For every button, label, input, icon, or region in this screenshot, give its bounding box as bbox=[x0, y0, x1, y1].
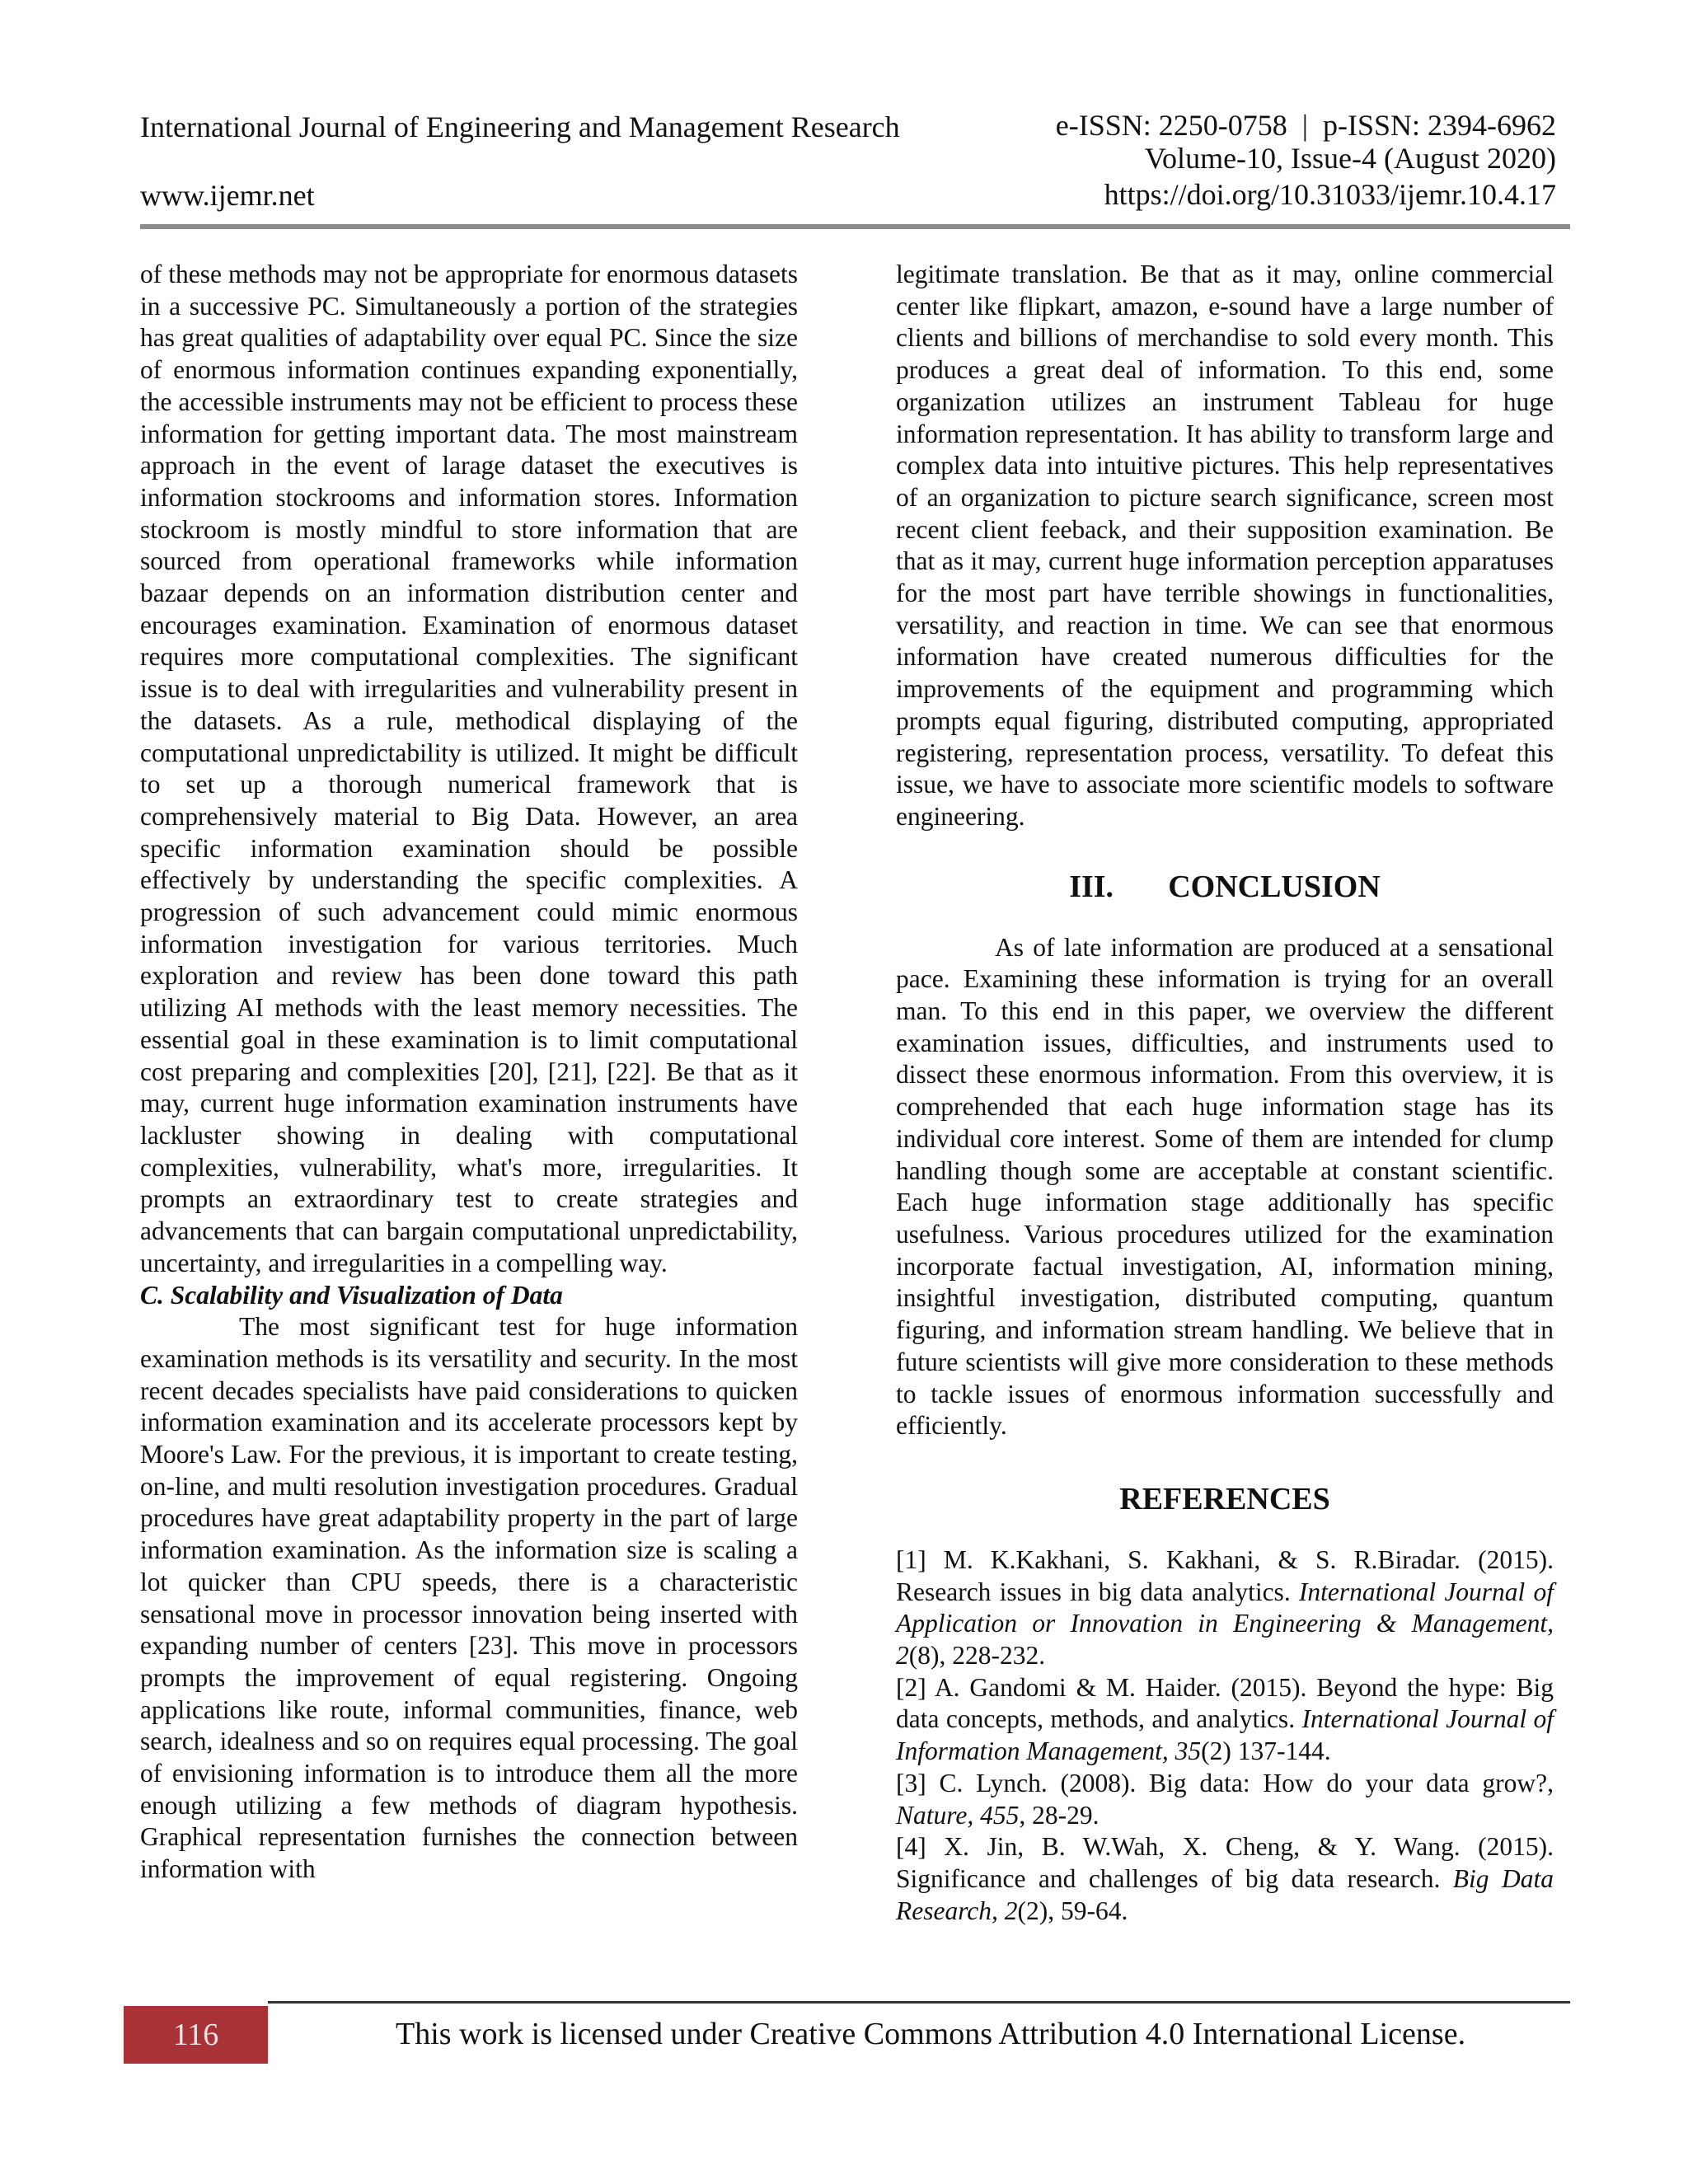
reference-item: [2] A. Gandomi & M. Haider. (2015). Beyond the hype: Big data concepts, methods, and analytics. International Journal of Information Management, 35(2) 137-144. bbox=[896, 1672, 1554, 1766]
section-title: REFERENCES bbox=[1119, 1481, 1330, 1516]
body-paragraph: legitimate translation. Be that as it may, online commercial center like flipkart, amazon, e-sound have a large number of clients and billions of merchandise to sold every month. This produces a great deal of information. To this end, some organization utilizes an instrument Tableau for huge information representation. It has ability to transform large and complex data into intuitive pictures. This help representatives of an organization to picture search significance, screen most recent client feeback, and their supposition examination. Be that as it may, current huge information perception apparatuses for the most part have terrible showings in functionalities, versatility, and reaction in time. We can see that enormous information have created numerous difficulties for the improvements of the equipment and programming which prompts equal figuring, distributed computing, appropriated registering, representation process, versatility. To defeat this issue, we have to associate more scientific models to software engineering. bbox=[896, 260, 1554, 831]
reference-item: [1] M. K.Kakhani, S. Kakhani, & S. R.Biradar. (2015). Research issues in big data analytics. International Journal of Application or Innovation in Engineering & Management, 2(8), 228-232. bbox=[896, 1544, 1554, 1671]
subsection-heading: C. Scalability and Visualization of Data bbox=[140, 1280, 563, 1310]
left-column bbox=[140, 259, 798, 1886]
page-number-badge: 116 bbox=[124, 2006, 268, 2064]
conclusion-paragraph: As of late information are produced at a sensational pace. Examining these information is trying for an overall man. To this end in this paper, we overview the different examination issues, difficulties, and instruments used to dissect these enormous information. From this overview, it is comprehended that each huge information stage has its individual core interest. Some of them are intended for clump handling though some are acceptable at constant scientific. Each huge information stage additionally has specific usefulness. Various procedures utilized for the examination incorporate factual investigation, AI, information mining, insightful investigation, distributed computing, quantum figuring, and information stream handling. We believe that in future scientists will give more consideration to these methods to tackle issues of enormous information successfully and efficiently. bbox=[896, 932, 1554, 1441]
doi-line: https://doi.org/10.31033/ijemr.10.4.17 bbox=[1104, 178, 1556, 211]
header-rule bbox=[140, 224, 1570, 229]
section-number: III. bbox=[1069, 869, 1114, 904]
right-column bbox=[896, 259, 1554, 1927]
body-paragraph: of these methods may not be appropriate for enormous datasets in a successive PC. Simultaneously a portion of the strategies has great qualities of adaptability over equal PC. Since the size of enormous information continues expanding exponentially, the accessible instruments may not be efficient to process these information for getting important data. The most mainstream approach in the event of larage dataset the executives is information stockrooms and information stores. Information stockroom is mostly mindful to store information that are sourced from operational frameworks while information bazaar depends on an information distribution center and encourages examination. Examination of enormous dataset requires more computational complexities. The significant issue is to deal with irregularities and vulnerability present in the datasets. As a rule, methodical displaying of the computational unpredictability is utilized. It might be difficult to set up a thorough numerical framework that is comprehensively material to Big Data. However, an area specific information examination should be possible effectively by understanding the specific complexities. A progression of such advancement could mimic enormous information investigation for various territories. Much exploration and review has been done toward this path utilizing AI methods with the least memory necessities. The essential goal in these examination is to limit computational cost preparing and complexities [20], [21], [22]. Be that as it may, current huge information examination instruments have lackluster showing in dealing with computational complexities, vulnerability, what's more, irregularities. It prompts an extraordinary test to create strategies and advancements that can bargain computational unpredictability, uncertainty, and irregularities in a compelling way. bbox=[140, 260, 798, 1277]
header-right-block bbox=[1056, 109, 1556, 211]
section-title: CONCLUSION bbox=[1168, 869, 1381, 904]
reference-list bbox=[896, 1544, 1554, 1927]
reference-item: [3] C. Lynch. (2008). Big data: How do your data grow?, Nature, 455, 28-29. bbox=[896, 1768, 1554, 1830]
footer-rule bbox=[268, 2001, 1570, 2004]
website-link[interactable]: www.ijemr.net bbox=[140, 179, 315, 212]
body-paragraph: The most significant test for huge information examination methods is its versatility and security. In the most recent decades specialists have paid considerations to quicken information examination and its accelerate processors kept by Moore's Law. For the previous, it is important to create testing, on-line, and multi resolution investigation procedures. Gradual procedures have great adaptability property in the part of large information examination. As the information size is scaling a lot quicker than CPU speeds, there is a characteristic sensational move in processor innovation being inserted with expanding number of centers [23]. This move in processors prompts the improvement of equal registering. Ongoing applications like route, informal communities, finance, web search, idealness and so on requires equal processing. The goal of envisioning information is to introduce them all the more enough utilizing a few methods of diagram hypothesis. Graphical representation furnishes the connection between information with bbox=[140, 1312, 798, 1884]
section-heading-references bbox=[896, 1479, 1554, 1520]
journal-name: International Journal of Engineering and Management Research bbox=[140, 110, 900, 143]
section-heading-conclusion bbox=[896, 866, 1554, 907]
issn-line: e-ISSN: 2250-0758 | p-ISSN: 2394-6962 bbox=[1055, 109, 1556, 142]
reference-item: [4] X. Jin, B. W.Wah, X. Cheng, & Y. Wang. (2015). Significance and challenges of big data research. Big Data Research, 2(2), 59-64. bbox=[896, 1832, 1554, 1925]
license-text: This work is licensed under Creative Commons Attribution 4.0 International License. bbox=[396, 2017, 1466, 2051]
volume-line: Volume-10, Issue-4 (August 2020) bbox=[1144, 142, 1556, 175]
